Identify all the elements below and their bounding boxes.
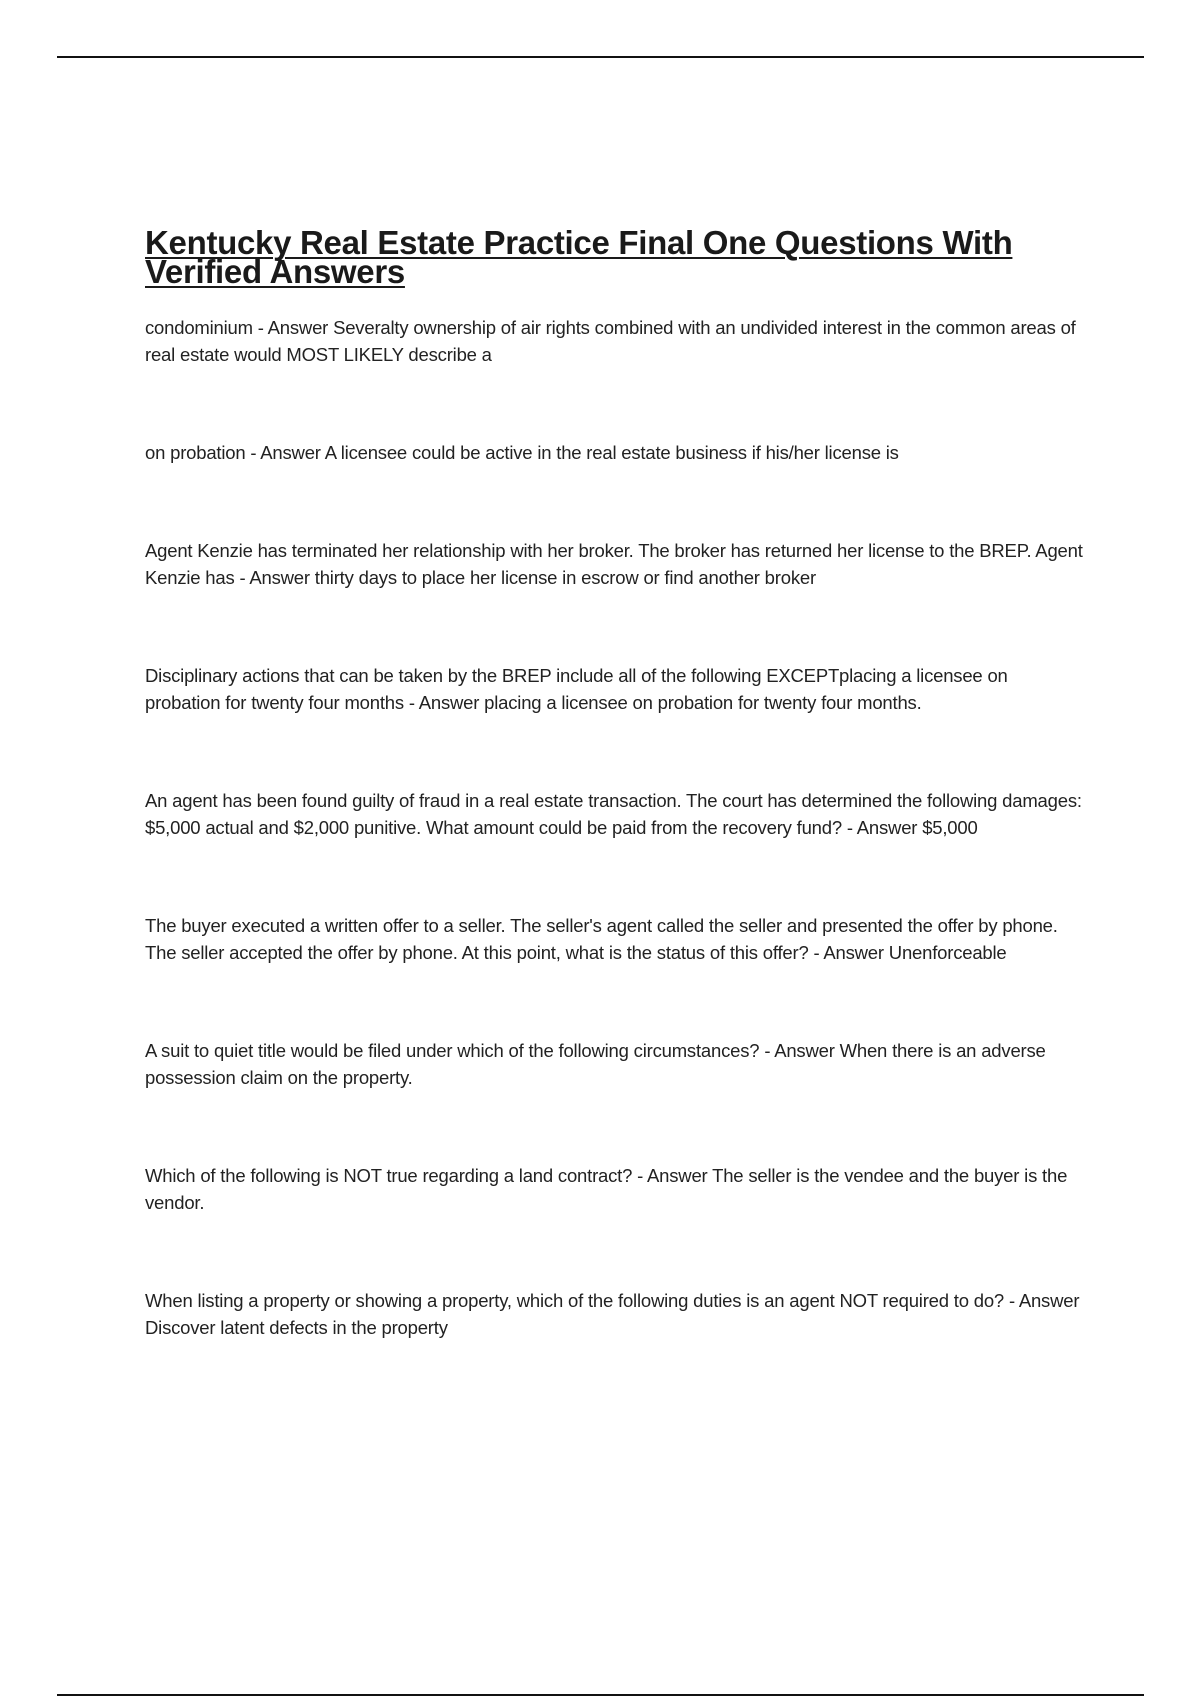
page-top-rule (57, 56, 1144, 58)
qa-item: A suit to quiet title would be filed under which of the following circumstances? - Answer When there is an adverse possession claim on the property. (145, 1040, 1046, 1088)
page-bottom-rule (57, 1694, 1144, 1696)
qa-item: Agent Kenzie has terminated her relationship with her broker. The broker has returned her license to the BREP. Agent Kenzie has - Answer thirty days to place her license in escrow or find another broker (145, 540, 1083, 588)
qa-list (145, 314, 1085, 1341)
qa-item: The buyer executed a written offer to a seller. The seller's agent called the seller and presented the offer by phone. The seller accepted the offer by phone. At this point, what is the status of this offer? - Answer Unenforceable (145, 915, 1058, 963)
qa-item: Which of the following is NOT true regarding a land contract? - Answer The seller is the vendee and the buyer is the vendor. (145, 1165, 1068, 1213)
qa-item: condominium - Answer Severalty ownership of air rights combined with an undivided interest in the common areas of real estate would MOST LIKELY describe a (145, 317, 1076, 365)
qa-item: on probation - Answer A licensee could be active in the real estate business if his/her license is (145, 442, 899, 463)
qa-item: An agent has been found guilty of fraud in a real estate transaction. The court has determined the following damages: $5,000 actual and $2,000 punitive. What amount could be paid from the recovery fund? - Answer $5,000 (145, 790, 1082, 838)
qa-item: Disciplinary actions that can be taken by the BREP include all of the following EXCEPTplacing a licensee on probation for twenty four months - Answer placing a licensee on probation for twenty four months. (145, 665, 1008, 713)
document-body (145, 224, 1085, 1341)
qa-item: When listing a property or showing a property, which of the following duties is an agent NOT required to do? - Answer Discover latent defects in the property (145, 1290, 1080, 1338)
document-title: Kentucky Real Estate Practice Final One Questions With Verified Answers (145, 224, 1013, 290)
